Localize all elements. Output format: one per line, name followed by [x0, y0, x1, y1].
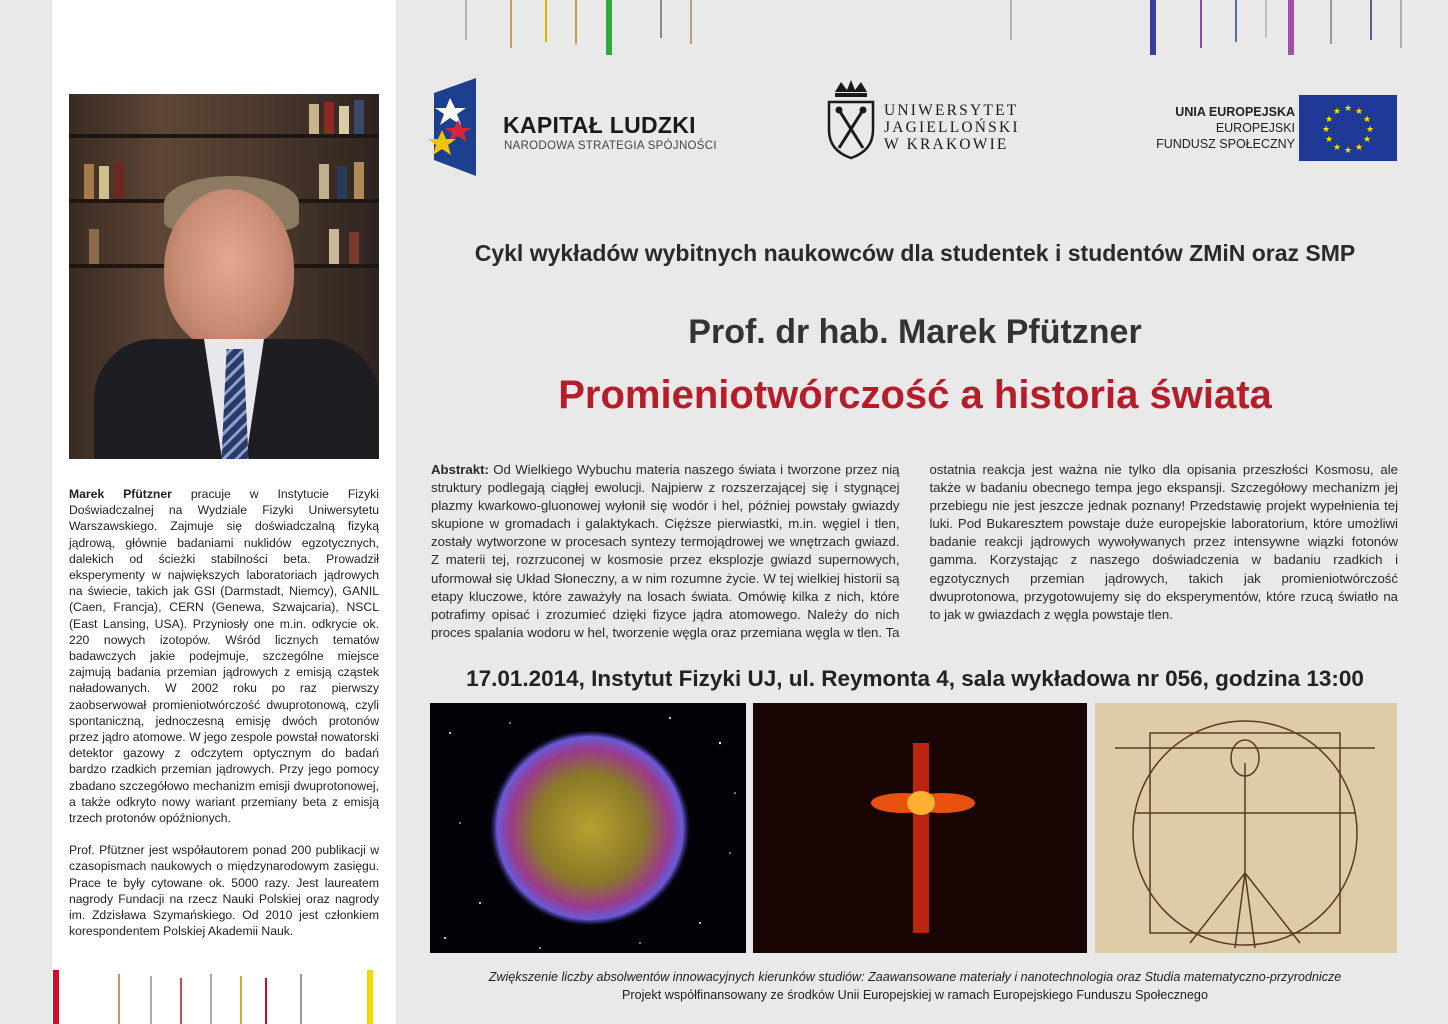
- eu-logo: [1140, 95, 1400, 165]
- svg-text:★: ★: [1332, 143, 1342, 153]
- bio-paragraph-1: pracuje w Instytucie Fizyki Doświadczalnej na Wydziale Fizyki Uniwersytetu Warszawskiego. Zajmuje się doświadczalną fizyką jądrową, głównie badaniami nuklidów egzotycznych, dalekich od ścieżki stabilności beta. Prowadził eksperymenty w największych laboratoriach jądrowych na świecie, takich jak GSI (Darmstadt, Niemcy), GANIL (Caen, Francja), CERN (Genewa, Szwajcaria), NSCL (East Lansing, USA). Przyniosły one m.in. odkrycie ok. 220 nowych izotopów. Wśród licznych tematów badawczych jakie podejmuje, szczególne miejsce zajmują badania przemian jądrowych z emisją cząstek naładowanych. W 2002 roku po raz pierwszy zaobserwował promieniotwórczość dwuprotonową, czyli spontaniczną, jednoczesną emisję dwóch protonów przez jądro atomowe. W jego zespole powstał nowatorski detektor gazowy z odczytem optycznym do badań bardzo rzadkich przemian jądrowych. Przy jego pomocy zbadano szczegółowo mechanizm emisji dwuprotonowej, a także odkryto nowy wariant przemiany beta z emisją trzech protonów opóźnionych.: [69, 487, 379, 826]
- event-details: 17.01.2014, Instytut Fizyki UJ, ul. Reymonta 4, sala wykładowa nr 056, godzina 13:00: [466, 666, 1364, 691]
- bottom-color-stripes: [0, 970, 1448, 1024]
- speaker-bio: [69, 486, 379, 955]
- lecture-title: Promieniotwórczość a historia świata: [558, 373, 1272, 417]
- vitruvian-man-image: [1095, 703, 1397, 953]
- eu-line-1: UNIA EUROPEJSKA: [1175, 105, 1295, 119]
- kapital-ludzki-subtitle: NARODOWA STRATEGIA SPÓJNOŚCI: [504, 140, 717, 152]
- svg-text:★: ★: [1332, 107, 1342, 117]
- uj-logo: [825, 80, 1035, 170]
- svg-text:★: ★: [1343, 104, 1353, 114]
- footer-line-1: Zwiększenie liczby absolwentów innowacyjnych kierunków studiów: Zaawansowane materiały i nanotechnologia oraz Studia matematyczno-przyrodnicze: [488, 970, 1342, 984]
- lecture-series-heading: Cykl wykładów wybitnych naukowców dla studentek i studentów ZMiN oraz SMP: [474, 240, 1356, 266]
- bio-name: Marek Pfützner: [69, 487, 172, 501]
- svg-text:★: ★: [1354, 107, 1364, 117]
- abstract: [431, 461, 1398, 642]
- kapital-ludzki-title: KAPITAŁ LUDZKI: [503, 112, 696, 138]
- supernova-remnant-image: [430, 703, 746, 953]
- svg-text:★: ★: [1362, 135, 1372, 145]
- speaker-name: Prof. dr hab. Marek Pfützner: [688, 313, 1142, 351]
- eu-flag-icon: [1299, 95, 1397, 161]
- bio-paragraph-2: Prof. Pfützner jest współautorem ponad 200 publikacji w czasopismach naukowych o międzynarodowym zasięgu. Prace te były cytowane ok. 5000 razy. Jest laureatem nagrody Fundacji na rzecz Nauki Polskiej oraz nagrody im. Zdzisława Szymańskiego. Od 2010 jest członkiem korespondentem Polskiej Akademii Nauk.: [69, 843, 379, 939]
- abstract-label: Abstrakt:: [431, 462, 489, 477]
- kapital-ludzki-logo: [428, 78, 728, 178]
- svg-text:★: ★: [1354, 143, 1364, 153]
- eu-line-3: FUNDUSZ SPOŁECZNY: [1156, 137, 1295, 151]
- speaker-portrait: [69, 94, 379, 459]
- proton-decay-track-image: [753, 703, 1087, 953]
- kapital-ludzki-emblem-icon: [428, 78, 488, 178]
- uj-crest-icon: [825, 80, 877, 160]
- svg-text:★: ★: [1362, 115, 1372, 125]
- uj-line-3: W KRAKOWIE: [884, 136, 1009, 153]
- svg-text:★: ★: [1324, 115, 1334, 125]
- svg-text:★: ★: [1324, 135, 1334, 145]
- footer-line-2: Projekt współfinansowany ze środków Unii Europejskiej w ramach Europejskiego Funduszu Społecznego: [622, 988, 1208, 1002]
- svg-text:★: ★: [1321, 125, 1331, 135]
- abstract-text: Od Wielkiego Wybuchu materia naszego świata i tworzone przez nią struktury podlegają ciągłej ewolucji. Najpierw z rozszerzającej się i stygnącej plazmy kwarkowo-gluonowej wyłonił się wodór i hel, później powstały gwiazdy skupione w gromadach i galaktykach. Cięższe pierwiastki, m.in. węgiel i tlen, zostały wytworzone w procesach syntezy termojądrowej we wnętrzach gwiazd. Z materii tej, rozrzuconej w kosmosie przez eksplozje gwiazd supernowych, uformował się Układ Słoneczny, a w nim rozumne życie. W tej wielkiej historii są etapy kluczowe, które zaważyły na losach świata. Omówię kilka z nich, które potrafimy opisać i zrozumieć dzięki fizyce jądra atomowego. Należy do nich proces spalania wodoru w hel, tworzenie węgla oraz przemiana węgla w tlen. Ta ostatnia reakcja jest ważna nie tylko dla opisania przeszłości Kosmosu, ale także w badaniu obecnego tempa jego ekspansji. Szczegółowy mechanizm jej przebiegu nie jest jeszcze jednak poznany! Przedstawię projekt wypełnienia tej luki. Pod Bukaresztem powstaje duże europejskie laboratorium, które umożliwi badanie reakcji jądrowych wywoływanych przez intensywne wiązki fotonów gamma. Korzystając z naszego doświadczenia w badaniu rzadkich i egzotycznych przemian jądrowych, takich jak promieniotwórczość dwuprotonowa, przygotowujemy się do eksperymentów, które rzucą światło na to jak w gwiazdach z węgla powstaje tlen.: [431, 462, 1398, 640]
- svg-text:★: ★: [1343, 146, 1353, 156]
- uj-line-1: UNIWERSYTET: [884, 102, 1019, 119]
- uj-line-2: JAGIELLOŃSKI: [884, 119, 1020, 136]
- svg-text:★: ★: [1365, 125, 1375, 135]
- eu-line-2: EUROPEJSKI: [1215, 121, 1295, 135]
